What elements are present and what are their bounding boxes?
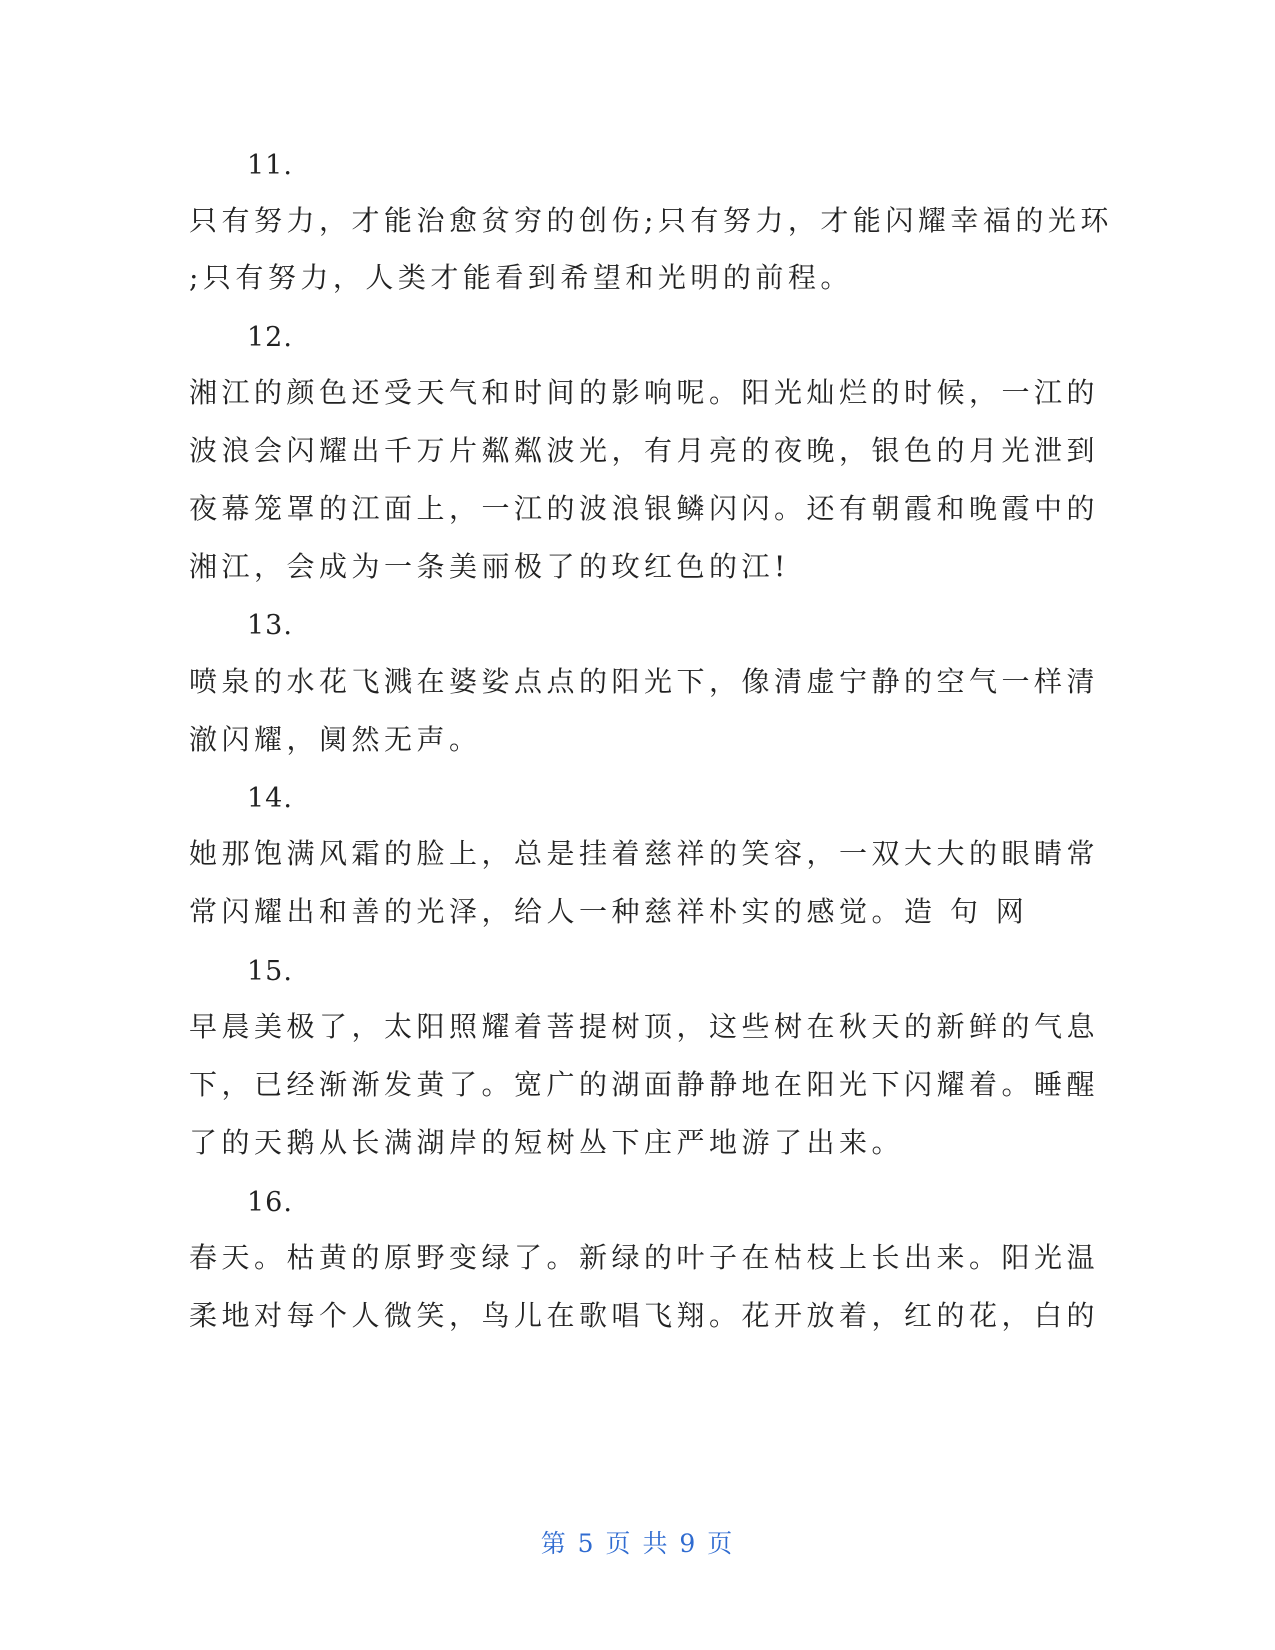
entry-text-line: 夜幕笼罩的江面上，一江的波浪银鳞闪闪。还有朝霞和晚霞中的 xyxy=(189,492,1100,525)
entry-text-line: 下，已经渐渐发黄了。宽广的湖面静静地在阳光下闪耀着。睡醒 xyxy=(189,1068,1100,1101)
entry-text-line: 她那饱满风霜的脸上，总是挂着慈祥的笑容，一双大大的眼睛常 xyxy=(189,837,1100,870)
entry-text-line: 波浪会闪耀出千万片粼粼波光，有月亮的夜晚，银色的月光泄到 xyxy=(189,434,1100,467)
entry-number: 11. xyxy=(247,150,293,181)
entry-number: 14. xyxy=(247,783,293,814)
entry-text-line: 澈闪耀，阒然无声。 xyxy=(189,723,482,756)
entry-text-line: 只有努力，才能治愈贫穷的创伤;只有努力，才能闪耀幸福的光环 xyxy=(189,204,1113,237)
entry-text-line: 常闪耀出和善的光泽，给人一种慈祥朴实的感觉。造 句 网 xyxy=(189,895,1029,928)
entry-text-line: ;只有努力，人类才能看到希望和光明的前程。 xyxy=(189,261,853,294)
entry-number: 13. xyxy=(247,610,293,641)
entry-text-line: 了的天鹅从长满湖岸的短树丛下庄严地游了出来。 xyxy=(189,1126,905,1159)
entry-number: 16. xyxy=(247,1187,293,1218)
entry-number: 12. xyxy=(247,322,293,353)
entry-text-line: 喷泉的水花飞溅在婆娑点点的阳光下，像清虚宁静的空气一样清 xyxy=(189,665,1100,698)
entry-text-line: 湘江，会成为一条美丽极了的玫红色的江! xyxy=(189,550,790,583)
entry-number: 15. xyxy=(247,956,293,987)
entry-text-line: 春天。枯黄的原野变绿了。新绿的叶子在枯枝上长出来。阳光温 xyxy=(189,1241,1100,1274)
entry-text-line: 柔地对每个人微笑，鸟儿在歌唱飞翔。花开放着，红的花，白的 xyxy=(189,1299,1100,1332)
entry-text-line: 早晨美极了，太阳照耀着菩提树顶，这些树在秋天的新鲜的气息 xyxy=(189,1010,1100,1043)
page-number-footer: 第 5 页 共 9 页 xyxy=(540,1529,735,1558)
entry-text-line: 湘江的颜色还受天气和时间的影响呢。阳光灿烂的时候，一江的 xyxy=(189,376,1100,409)
